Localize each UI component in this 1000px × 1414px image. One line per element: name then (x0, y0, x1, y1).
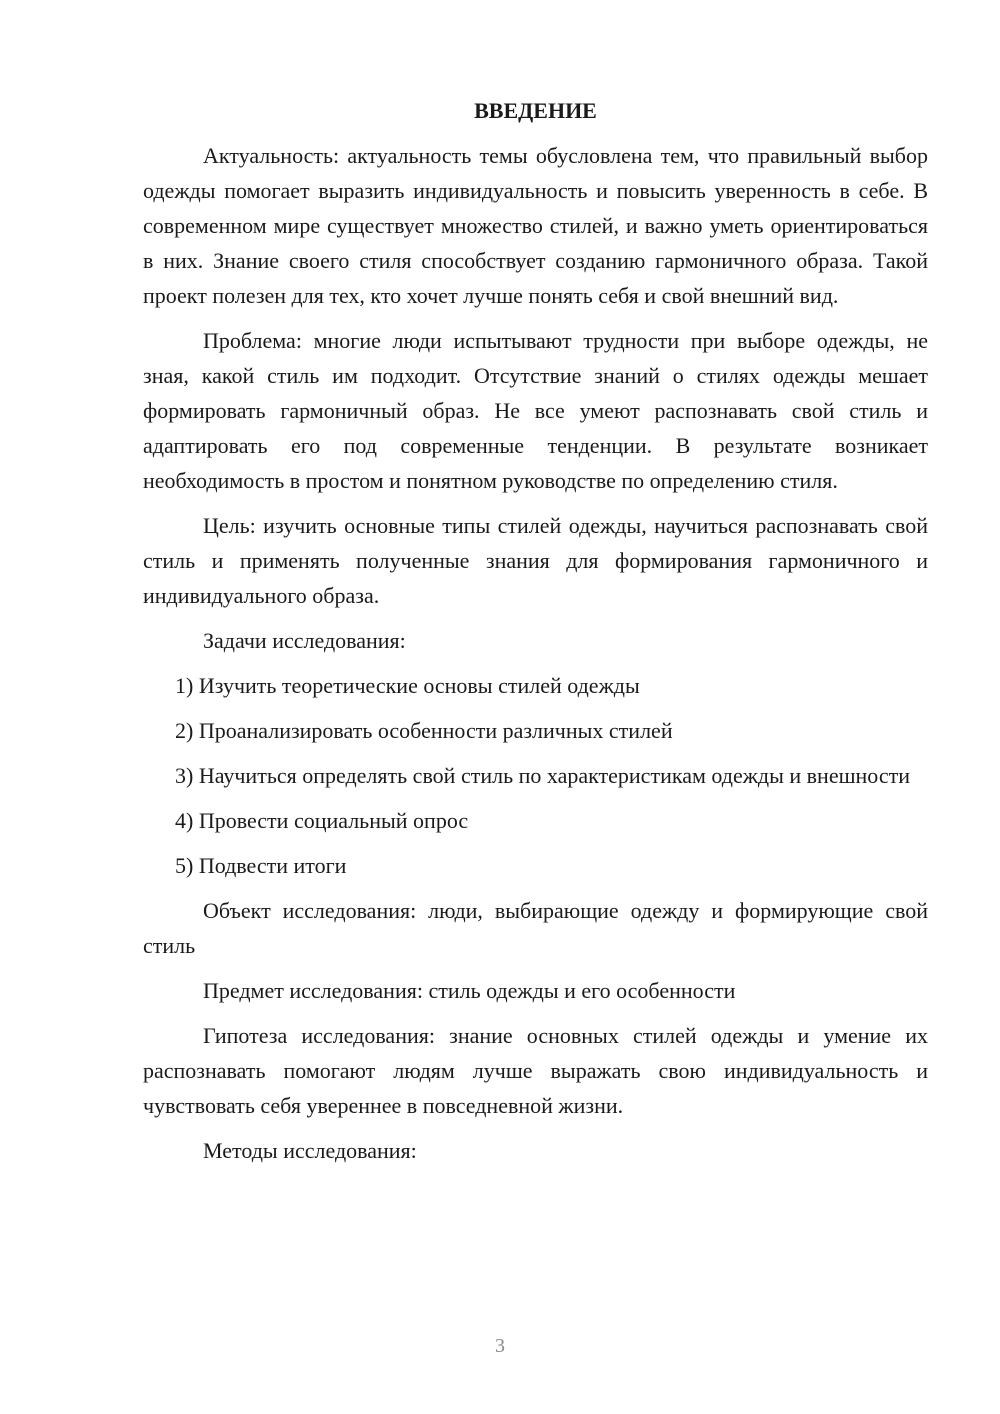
task-item-3: 3) Научиться определять свой стиль по характеристикам одежды и внешности (175, 763, 910, 788)
page-title: ВВЕДЕНИЕ (474, 98, 597, 123)
task-item-1: 1) Изучить теоретические основы стилей одежды (175, 673, 640, 698)
methods-heading: Методы исследования: (203, 1138, 417, 1163)
problem-paragraph: Проблема: многие люди испытывают трудности при выборе одежды, не зная, какой стиль им подходит. Отсутствие знаний о стилях одежды мешает формировать гармоничный образ. Не все умеют распознавать свой стиль и адаптировать его под современные тенденции. В результате возникает необходимость в простом и понятном руководстве по определению стиля. (143, 328, 928, 493)
page-number: 3 (495, 1335, 505, 1357)
relevance-paragraph: Актуальность: актуальность темы обусловлена тем, что правильный выбор одежды помогает выразить индивидуальность и повысить уверенность в себе. В современном мире существует множество стилей, и важно уметь ориентироваться в них. Знание своего стиля способствует созданию гармоничного образа. Такой проект полезен для тех, кто хочет лучше понять себя и свой внешний вид. (143, 143, 928, 308)
object-paragraph: Объект исследования: люди, выбирающие одежду и формирующие свой стиль (143, 898, 928, 958)
task-item-2: 2) Проанализировать особенности различных стилей (175, 718, 673, 743)
task-item-4: 4) Провести социальный опрос (175, 808, 469, 833)
task-item-5: 5) Подвести итоги (175, 853, 347, 878)
tasks-heading: Задачи исследования: (203, 628, 406, 653)
goal-paragraph: Цель: изучить основные типы стилей одежды, научиться распознавать свой стиль и применять полученные знания для формирования гармоничного и индивидуального образа. (143, 513, 928, 608)
document-body (143, 93, 928, 1178)
hypothesis-paragraph: Гипотеза исследования: знание основных стилей одежды и умение их распознавать помогают людям лучше выражать свою индивидуальность и чувствовать себя увереннее в повседневной жизни. (143, 1023, 928, 1118)
subject-paragraph: Предмет исследования: стиль одежды и его особенности (203, 978, 736, 1003)
